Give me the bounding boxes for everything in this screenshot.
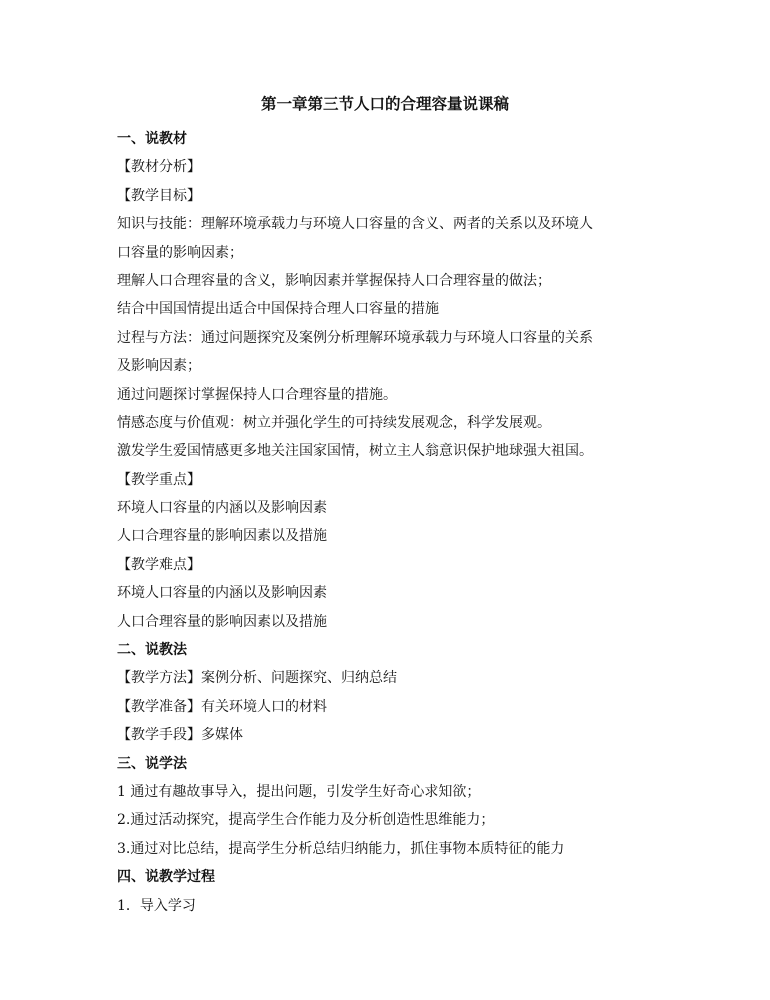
paragraph-line: 【教学手段】多媒体: [117, 727, 243, 744]
paragraph-line: 【教学目标】: [117, 187, 201, 204]
paragraph-line: 激发学生爱国情感更多地关注国家国情，树立主人翁意识保护地球强大祖国。: [117, 443, 593, 460]
paragraph-line: 3.通过对比总结，提高学生分析总结归纳能力，抓住事物本质特征的能力: [117, 840, 565, 857]
paragraph-line: 1 通过有趣故事导入，提出问题，引发学生好奇心求知欲；: [117, 783, 481, 800]
paragraph-line: 知识与技能：理解环境承载力与环境人口容量的含义、两者的关系以及环境人: [117, 216, 593, 233]
paragraph-line: 【教学准备】有关环境人口的材料: [117, 698, 327, 715]
document-title: 第一章第三节人口的合理容量说课稿: [260, 94, 509, 113]
paragraph-line: 理解人口合理容量的含义，影响因素并掌握保持人口合理容量的做法；: [117, 272, 551, 289]
paragraph-line: 1．导入学习: [117, 897, 196, 914]
paragraph-line: 及影响因素；: [117, 358, 201, 375]
paragraph-line: 情感态度与价值观：树立并强化学生的可持续发展观念，科学发展观。: [117, 414, 551, 431]
section-heading: 一、说教材: [117, 131, 187, 147]
paragraph-line: 结合中国国情提出适合中国保持合理人口容量的措施: [117, 301, 439, 318]
section-heading: 二、说教法: [117, 642, 187, 659]
paragraph-line: 环境人口容量的内涵以及影响因素: [117, 500, 327, 517]
section-heading: 三、说学法: [117, 755, 187, 772]
paragraph-line: 通过问题探讨掌握保持人口合理容量的措施。: [117, 386, 397, 403]
document-body: [117, 125, 657, 920]
paragraph-line: 【教材分析】: [117, 159, 201, 176]
section-heading: 四、说教学过程: [117, 869, 215, 886]
paragraph-line: 人口合理容量的影响因素以及措施: [117, 613, 327, 630]
paragraph-line: 【教学难点】: [117, 556, 201, 573]
paragraph-line: 环境人口容量的内涵以及影响因素: [117, 585, 327, 602]
paragraph-line: 口容量的影响因素；: [117, 244, 243, 261]
paragraph-line: 人口合理容量的影响因素以及措施: [117, 528, 327, 545]
paragraph-line: 【教学方法】案例分析、问题探究、归纳总结: [117, 670, 397, 687]
paragraph-line: 过程与方法：通过问题探究及案例分析理解环境承载力与环境人口容量的关系: [117, 329, 593, 346]
paragraph-line: 【教学重点】: [117, 471, 201, 488]
paragraph-line: 2.通过活动探究，提高学生合作能力及分析创造性思维能力；: [117, 812, 495, 829]
